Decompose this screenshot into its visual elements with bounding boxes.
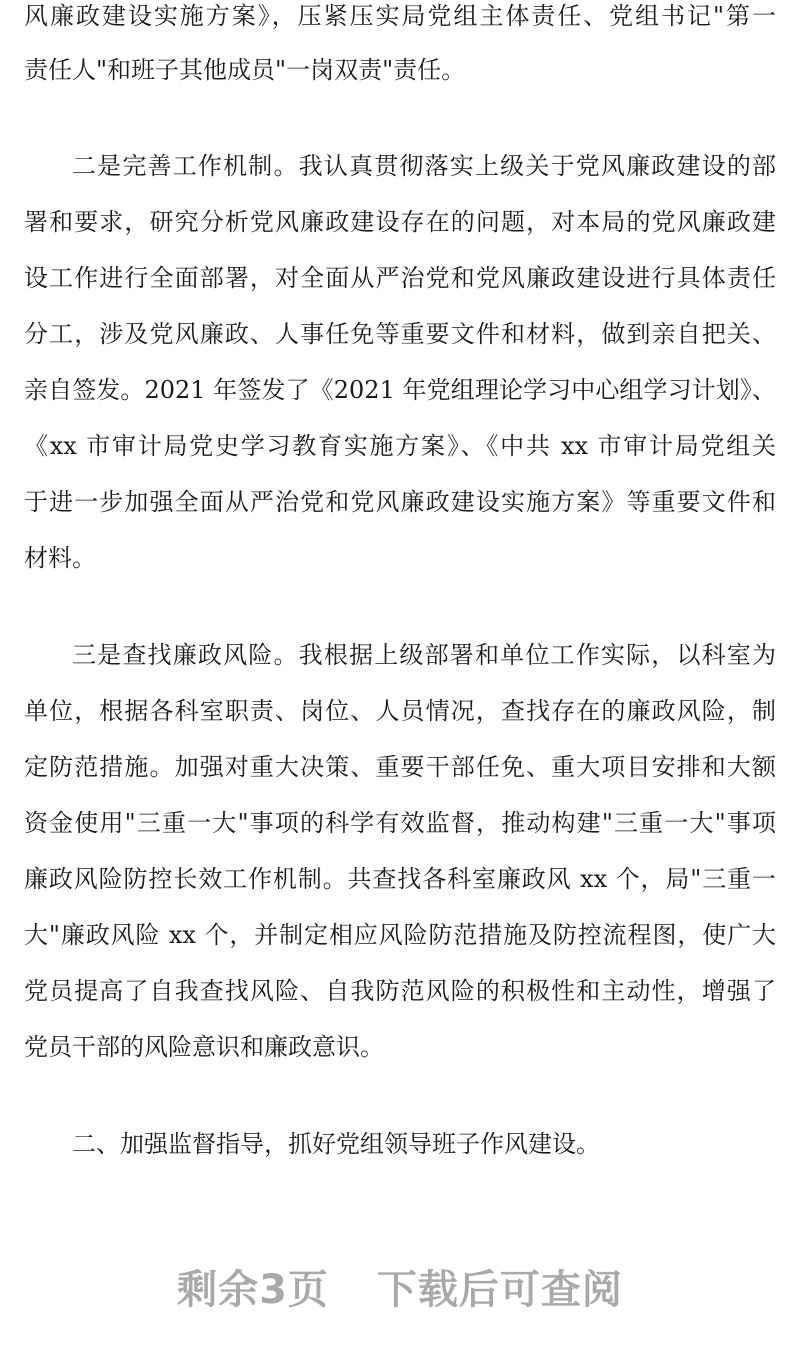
text-line: 廉政风险防控长效工作机制。共查找各科室廉政风 xx 个，局"三重一: [24, 865, 776, 893]
text-line: 亲自签发。2021 年签发了《2021 年党组理论学习中心组学习计划》、: [24, 376, 776, 404]
paragraph-heading-2: 二是完善工作机制。我认真贯彻落实上级关于党风廉政建设的部: [72, 152, 776, 180]
text-line: 于进一步加强全面从严治党和党风廉政建设实施方案》等重要文件和: [24, 488, 776, 516]
text-line: 大"廉政风险 xx 个，并制定相应风险防范措施及防控流程图，使广大: [24, 921, 776, 949]
text-line: 资金使用"三重一大"事项的科学有效监督，推动构建"三重一大"事项: [24, 809, 776, 837]
text-line: 设工作进行全面部署，对全面从严治党和党风廉政建设进行具体责任: [24, 264, 776, 292]
download-to-read-more-button[interactable]: [0, 1262, 800, 1318]
text-line: 风廉政建设实施方案》，压紧压实局党组主体责任、党组书记"第一: [24, 2, 776, 30]
text-line: 分工，涉及党风廉政、人事任免等重要文件和材料，做到亲自把关、: [24, 320, 776, 348]
text-line: 党员提高了自我查找风险、自我防范风险的积极性和主动性，增强了: [24, 977, 776, 1005]
text-line: 党员干部的风险意识和廉政意识。: [24, 1033, 384, 1061]
remaining-pages-label: 剩余3页: [177, 1267, 329, 1313]
text-line: 《xx 市审计局党史学习教育实施方案》、《中共 xx 市审计局党组关: [24, 432, 776, 460]
text-line: 定防范措施。加强对重大决策、重要干部任免、重大项目安排和大额: [24, 753, 776, 781]
text-line: 单位，根据各科室职责、岗位、人员情况，查找存在的廉政风险，制: [24, 697, 776, 725]
paragraph-heading-3: 三是查找廉政风险。我根据上级部署和单位工作实际，以科室为: [72, 641, 776, 669]
section-heading: 二、加强监督指导，抓好党组领导班子作风建设。: [72, 1130, 600, 1158]
download-prompt-label: 下载后可查阅: [376, 1267, 623, 1313]
text-line: 责任人"和班子其他成员"一岗双责"责任。: [24, 56, 466, 84]
text-line: 署和要求，研究分析党风廉政建设存在的问题，对本局的党风廉政建: [24, 208, 776, 236]
text-line: 材料。: [24, 544, 96, 572]
